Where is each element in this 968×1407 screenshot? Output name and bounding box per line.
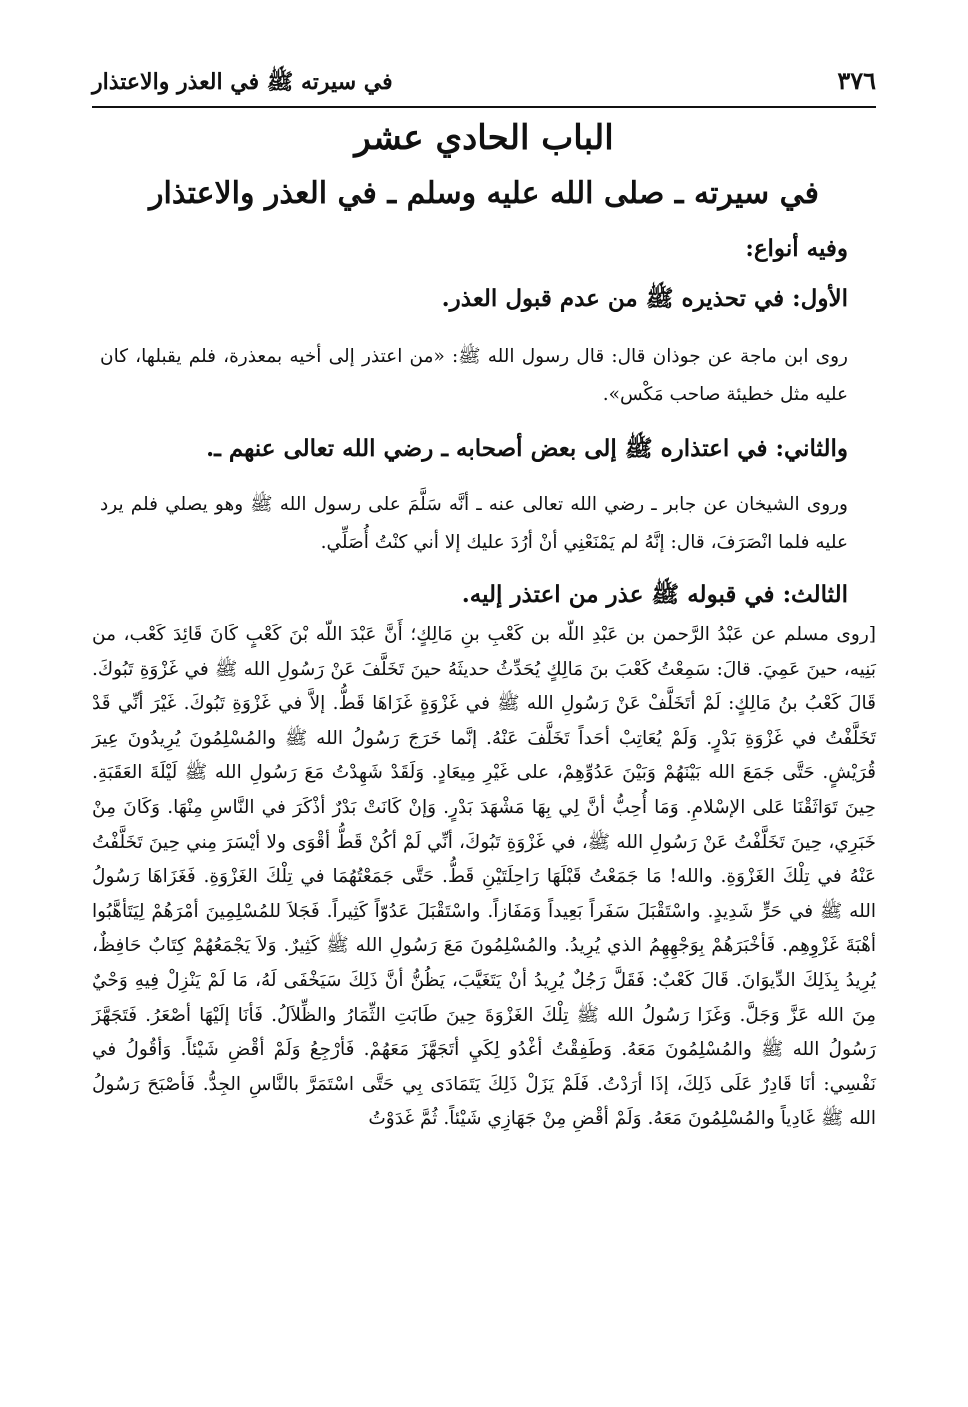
page-number: ٣٧٦	[837, 66, 876, 95]
section-text-1: روى ابن ماجة عن جوذان قال: قال رسول الله ﷺ: «من اعتذر إلى أخيه بمعذرة، فلم يقبلها، كان عليه مثل خطيئة صاحب مَكْس».	[100, 346, 848, 405]
hadith-text: [روى مسلم عن عَبْدُ الرَّحمن بن عَبْدِ اللّه بن كَعْبِ بنِ مَالِكٍ؛ أَنَّ عَبْدَ اللّه بْنَ كَعْبٍ كَانَ قَائِدَ كَعْب، من بَنِيه، حينَ عَمِيَ. قالَ: سَمِعْتُ كَعْبَ بنَ مَالِكٍ يُحَدِّثُ حديثَهُ حينَ تَخَلَّفَ عَنْ رَسُولِ الله ﷺ في غَزْوَةِ تَبُوكَ. قَالَ كَعْبُ بنُ مَالِكٍ: لَمْ أتَخَلَّفْ عَنْ رَسُولِ الله ﷺ في غَزْوَةٍ غَزَاهَا قَطُّ. إلاَّ في غَزْوَةِ تَبُوكَ. غَيْرَ أنِّي قَدْ تَخَلَّفْتُ في غَزْوَةِ بَدْرٍ. وَلَمْ يُعَاتِبْ أحَداً تَخَلَّفَ عَنْهُ. إنَّما خَرَجَ رَسُولُ الله ﷺ والمُسْلِمُونَ يُرِيدُونَ عِيرَ قُرَيْشٍ. حَتَّى جَمَعَ الله بَيْنَهُمْ وَبَيْنَ عَدُوِّهِمْ، على غَيْرِ مِيعَادٍ. وَلَقَدْ شَهِدْتُ مَعَ رَسُولِ الله ﷺ لَيْلَةَ العَقَبَةِ. حِينَ تَوَاثَقْنَا عَلى الإسْلامِ. وَمَا أُحِبُّ أنَّ لِي بِهَا مَشْهَدَ بَدْرٍ. وَإنْ كَانَتْ بَدْرٌ أذْكَرَ في النَّاسِ مِنْهَا. وَكَانَ مِنْ خَبَرِي، حِينَ تَخَلَّفْتُ عَنْ رَسُولِ الله ﷺ، في غَزْوَةِ تَبُوكَ، أنِّي لَمْ أكُنْ قَطُّ أقْوَى ولا أيْسَرَ مِني حِينَ تَخَلَّفْتُ عَنْهُ في تِلْكَ الغَزْوَةِ. والله! مَا جَمَعْتُ قَبْلَهَا رَاحِلَتَيْنِ قَطُّ. حَتَّى جَمَعْتُهُمَا في تِلْكَ الغَزْوَةِ. فَغَزَاهَا رَسُولُ الله ﷺ في حَرٍّ شَدِيدٍ. واسْتَقْبَلَ سَفَراً بَعِيداً وَمَفَازاً. واسْتَقْبَلَ عَدُوّاً كَثِيراً. فَجَلاَ للمُسْلِمِينَ أمْرَهُمْ لِيَتَأهَّبُوا أهْبَةَ غَزْوِهِم. فَأخْبَرَهُمْ بِوَجْهِهِمُ الذي يُرِيدُ. والمُسْلِمُونَ مَعَ رَسُولِ الله ﷺ كَثِيرٌ. وَلاَ يَجْمَعُهُمْ كِتَابٌ حَافِظٌ، يُرِيدُ بِذَلِكَ الدِّيوَانَ. قَالَ كَعْبٌ: فَقَلَّ رَجُلٌ يُرِيدُ أنْ يَتَغَيَّبَ، يَظُنُّ أنَّ ذَلِكَ سَيَخْفَى لَهُ، مَا لَمْ يَنْزِلْ فِيهِ وَحْيٌ مِنَ الله عَزَّ وَجَلَّ. وَغَزَا رَسُولُ الله ﷺ تِلْكَ الغَزْوَةَ حِينَ طَابَتِ الثِّمَارُ والظِّلاَلُ. فَأنَا إلَيْهَا أصْعَرُ. فَتَجَهَّزَ رَسُولُ الله ﷺ والمُسْلِمُونَ مَعَهُ. وَطَفِقْتُ أغْدُو لِكَيِ أتَجَهَّزَ مَعَهُمْ. فَأرْجِعُ وَلَمْ أقْضِ شَيْئاً. وَأقُولُ في نَفْسِي: أنَا قَادِرٌ عَلَى ذَلِكَ، إذَا أرَدْتُ. فَلَمْ يَزَلْ ذَلِكَ يَتَمَادَى بِي حَتَّى اسْتَمَرَّ بالنَّاسِ الجِدُّ. فَأصْبَحَ رَسُولُ الله ﷺ غَادِياً والمُسْلِمُونَ مَعَهُ. وَلَمْ أقْضِ مِنْ جَهَازِي شَيْئاً. ثُمَّ غَدَوْتُ	[92, 624, 876, 1130]
section-text-2: وروى الشيخان عن جابر ـ رضي الله تعالى عنه ـ أنَّه سَلَّمَ على رسول الله ﷺ وهو يصلي فلم يرد عليه فلما انْصَرَفَ، قال: إنَّهُ لم يَمْنَعْنِي أنْ أرُدَ عليك إلا أني كنْتُ أُصَلِّي.	[100, 494, 848, 553]
chapter-title: الباب الحادي عشر	[354, 118, 614, 158]
section-heading-2: والثاني: في اعتذاره ﷺ إلى بعض أصحابه ـ رضي الله تعالى عنهم ـ.	[206, 435, 848, 462]
intro-heading: وفيه أنواع:	[745, 235, 848, 262]
running-header	[92, 60, 876, 108]
section-heading-3: الثالث: في قبوله ﷺ عذر من اعتذر إليه.	[461, 581, 848, 608]
section-heading-1: الأول: في تحذيره ﷺ من عدم قبول العذر.	[441, 285, 848, 312]
running-title: في سيرته ﷺ في العذر والاعتذار	[92, 69, 393, 95]
chapter-subtitle: في سيرته ـ صلى الله عليه وسلم ـ في العذر والاعتذار	[149, 176, 819, 211]
